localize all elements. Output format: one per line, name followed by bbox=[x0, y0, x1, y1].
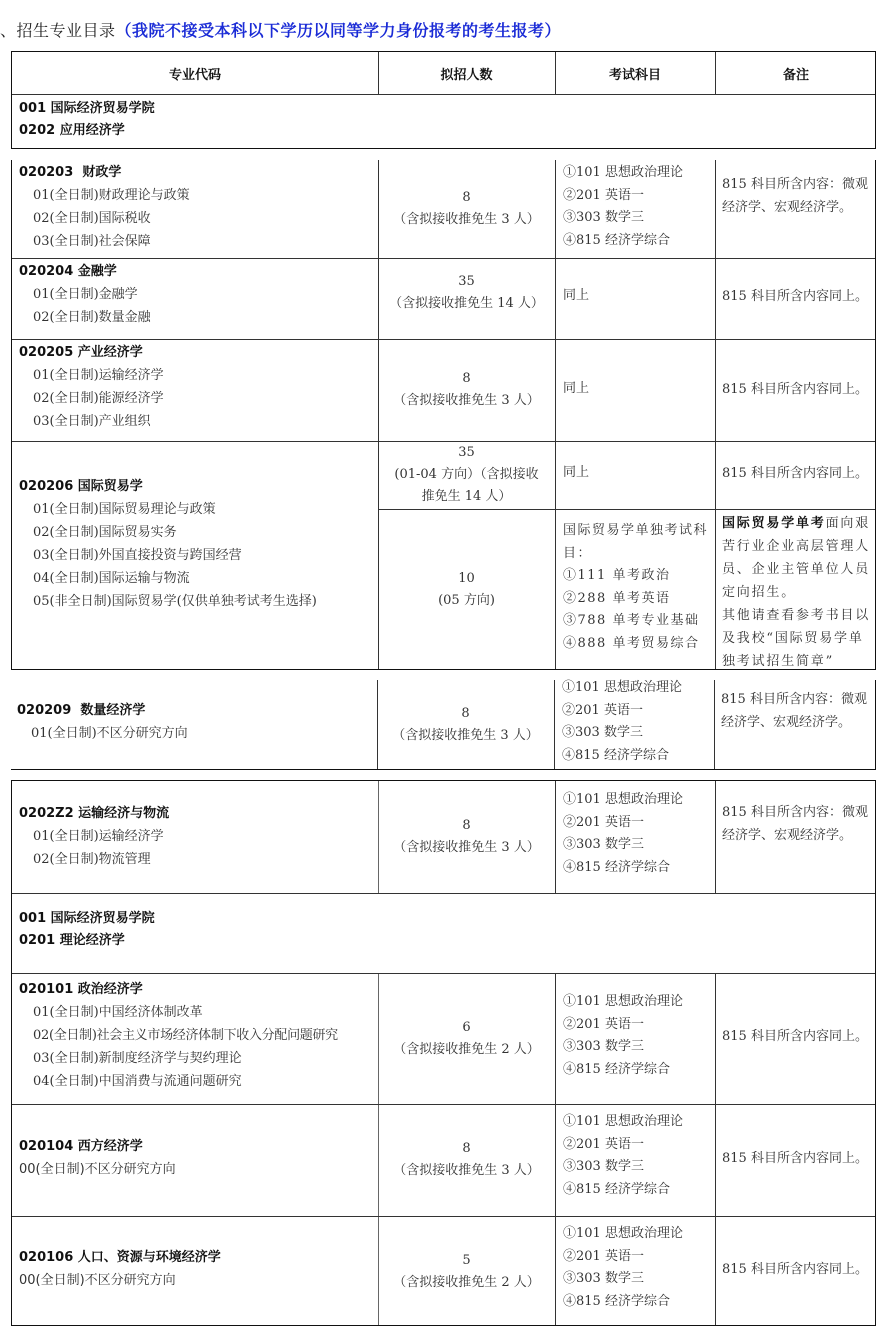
table-row bbox=[19, 1247, 374, 1292]
exam-subject: ①101 思想政治理论 bbox=[563, 994, 683, 1009]
enrollment-count: 8 bbox=[462, 371, 471, 386]
exam-subject: ①101 思想政治理论 bbox=[563, 1226, 683, 1241]
column-header-exam-subjects: 考试科目 bbox=[608, 67, 661, 83]
college-name: 001 国际经济贸易学院 bbox=[19, 101, 155, 116]
exam-subjects-cell: 同上 bbox=[563, 381, 590, 396]
exam-subject: ②201 英语一 bbox=[563, 814, 644, 830]
enrollment-count-cell bbox=[378, 160, 555, 258]
direction-item: 02(全日制)国际税收 bbox=[33, 211, 151, 226]
enrollment-count: 5 bbox=[462, 1252, 471, 1268]
enrollment-note: （含拟接收推免生 3 人） bbox=[393, 212, 540, 227]
direction-item: 04(全日制)中国消费与流通问题研究 bbox=[33, 1074, 242, 1089]
exam-subject: ②201 英语一 bbox=[563, 1136, 644, 1152]
exam-subject: ④815 经济学综合 bbox=[563, 232, 670, 248]
enrollment-count-cell bbox=[378, 509, 555, 670]
exam-subjects-cell bbox=[555, 789, 715, 879]
direction-item: 01(全日制)运输经济学 bbox=[33, 829, 164, 844]
direction-item: 02(全日制)国际贸易实务 bbox=[33, 525, 177, 540]
exam-subject: ③303 数学三 bbox=[563, 1039, 644, 1054]
direction-item: 02(全日制)物流管理 bbox=[33, 852, 151, 867]
exam-subjects-cell bbox=[555, 520, 715, 655]
exam-subject: ③303 数学三 bbox=[562, 725, 643, 740]
remark-rest: 面向艰苦行业企业高层管理人员、企业主管单位人员定向招生。 bbox=[722, 516, 871, 600]
college-name: 001 国际经济贸易学院 bbox=[19, 911, 155, 926]
direction-item: 03(全日制)产业组织 bbox=[33, 414, 151, 429]
exam-subject: ②201 英语一 bbox=[563, 1016, 644, 1032]
exam-subjects-cell bbox=[554, 677, 714, 767]
table-row bbox=[17, 700, 372, 745]
major-code-name: 020209 数量经济学 bbox=[17, 703, 146, 718]
exam-subject: ②201 英语一 bbox=[563, 187, 644, 203]
enrollment-count: 8 bbox=[462, 190, 471, 205]
remark-cell: 815 科目所含内容：微观经济学、宏观经济学。 bbox=[722, 805, 868, 843]
title-note: （我院不接受本科以下学历以同等学力身份报考的考生报考） bbox=[115, 21, 562, 40]
table-segment-header bbox=[11, 51, 876, 149]
major-code-name: 020205 产业经济学 bbox=[19, 345, 143, 360]
exam-subject: ④815 经济学综合 bbox=[563, 859, 670, 875]
discipline-name: 0202 应用经济学 bbox=[19, 123, 125, 138]
remark-cell: 815 科目所含内容同上。 bbox=[722, 1262, 868, 1277]
enrollment-note: （含拟接收推免生 3 人） bbox=[392, 728, 539, 743]
remark-bold: 国际贸易学单考 bbox=[722, 516, 826, 531]
column-header-major-code: 专业代码 bbox=[168, 67, 221, 83]
direction-item: 04(全日制)国际运输与物流 bbox=[33, 571, 190, 586]
major-code-name: 020204 金融学 bbox=[19, 264, 117, 279]
column-header-enrollment: 拟招人数 bbox=[440, 67, 493, 83]
direction-item: 03(全日制)外国直接投资与跨国经营 bbox=[33, 548, 242, 563]
enrollment-note: 推免生 14 人） bbox=[421, 489, 512, 504]
exam-subject: ④815 经济学综合 bbox=[563, 1061, 670, 1077]
table-segment-quant bbox=[11, 680, 876, 770]
direction-item: 00(全日制)不区分研究方向 bbox=[19, 1162, 176, 1177]
direction-item: 02(全日制)数量金融 bbox=[33, 310, 151, 325]
exam-subject: ④815 经济学综合 bbox=[562, 747, 669, 763]
enrollment-note: （含拟接收推免生 3 人） bbox=[393, 1163, 540, 1178]
discipline-name: 0201 理论经济学 bbox=[19, 933, 125, 948]
exam-subject: ④815 经济学综合 bbox=[563, 1181, 670, 1197]
section-heading bbox=[19, 908, 519, 952]
enrollment-note: （含拟接收推免生 2 人） bbox=[393, 1041, 540, 1057]
direction-item: 01(全日制)中国经济体制改革 bbox=[33, 1005, 203, 1020]
enrollment-count: 35 bbox=[458, 445, 475, 460]
exam-subjects-cell: 同上 bbox=[563, 288, 590, 303]
table-row bbox=[19, 342, 374, 433]
enrollment-count-cell bbox=[378, 973, 555, 1104]
enrollment-note: （含拟接收推免生 3 人） bbox=[393, 393, 540, 408]
exam-subjects-cell: 同上 bbox=[563, 465, 590, 480]
enrollment-note: （含拟接收推免生 14 人） bbox=[389, 296, 544, 311]
exam-subject: ③303 数学三 bbox=[563, 1159, 644, 1174]
remark-cell: 815 科目所含内容：微观经济学、宏观经济学。 bbox=[722, 177, 868, 215]
direction-item: 01(全日制)运输经济学 bbox=[33, 368, 164, 383]
enrollment-count-cell bbox=[378, 339, 555, 441]
page-title bbox=[0, 18, 561, 41]
remark-cell: 815 科目所含内容同上。 bbox=[722, 1151, 868, 1166]
exam-subjects-cell bbox=[555, 1111, 715, 1201]
exam-subjects-cell bbox=[555, 1223, 715, 1313]
enrollment-count-cell bbox=[378, 781, 555, 893]
enrollment-count-cell bbox=[378, 1104, 555, 1216]
enrollment-count: 8 bbox=[462, 1141, 471, 1156]
enrollment-count: 8 bbox=[461, 706, 470, 721]
section-heading bbox=[19, 98, 519, 142]
enrollment-count-cell bbox=[378, 441, 555, 509]
exam-subjects-cell bbox=[555, 162, 715, 252]
enrollment-count-cell bbox=[377, 680, 554, 770]
direction-item: 01(全日制)国际贸易理论与政策 bbox=[33, 502, 216, 517]
exam-subject: ①101 思想政治理论 bbox=[563, 165, 683, 180]
table-row bbox=[19, 261, 374, 329]
direction-item: 01(全日制)金融学 bbox=[33, 287, 138, 302]
title-prefix: 、招生专业目录 bbox=[0, 21, 116, 40]
major-code-name: 020104 西方经济学 bbox=[19, 1139, 143, 1154]
major-code-name: 0202Z2 运输经济与物流 bbox=[19, 806, 170, 821]
remark-text: 其他请查看参考书目以及我校“国际贸易学单独考试招生简章” bbox=[722, 608, 871, 669]
exam-subject: ④888 单考贸易综合 bbox=[563, 635, 700, 651]
direction-item: 02(全日制)社会主义市场经济体制下收入分配问题研究 bbox=[33, 1028, 338, 1043]
major-code-name: 020106 人口、资源与环境经济学 bbox=[19, 1250, 221, 1265]
exam-subject: ①101 思想政治理论 bbox=[562, 680, 682, 695]
remark-cell: 815 科目所含内容：微观经济学、宏观经济学。 bbox=[721, 692, 867, 730]
remark-cell: 815 科目所含内容同上。 bbox=[722, 289, 868, 304]
remark-cell: 815 科目所含内容同上。 bbox=[722, 466, 868, 481]
direction-item: 01(全日制)不区分研究方向 bbox=[31, 726, 188, 741]
table-row bbox=[19, 162, 374, 253]
exam-subject: ①111 单考政治 bbox=[563, 568, 671, 583]
table-row bbox=[19, 1136, 374, 1181]
remark-text bbox=[722, 512, 871, 604]
enrollment-count: 35 bbox=[458, 274, 475, 289]
enrollment-note: (01-04 方向）（含拟接收 bbox=[394, 467, 539, 482]
exam-subject: ③303 数学三 bbox=[563, 210, 644, 225]
direction-item: 01(全日制)财政理论与政策 bbox=[33, 188, 190, 203]
remark-cell: 815 科目所含内容同上。 bbox=[722, 382, 868, 397]
enrollment-note: （含拟接收推免生 2 人） bbox=[393, 1274, 540, 1290]
remark-cell bbox=[715, 512, 877, 673]
exam-subject: ④815 经济学综合 bbox=[563, 1293, 670, 1309]
exam-subject: ②201 英语一 bbox=[563, 1248, 644, 1264]
exam-subject: ②201 英语一 bbox=[562, 702, 643, 718]
major-code-name: 020203 财政学 bbox=[19, 165, 122, 180]
exam-subject: ①101 思想政治理论 bbox=[563, 1114, 683, 1129]
enrollment-count-cell bbox=[378, 258, 555, 328]
major-code-name: 020206 国际贸易学 bbox=[19, 479, 143, 494]
major-code-name: 020101 政治经济学 bbox=[19, 982, 143, 997]
column-header-remarks: 备注 bbox=[782, 67, 809, 83]
enrollment-count: 6 bbox=[462, 1019, 471, 1035]
enrollment-note: （含拟接收推免生 3 人） bbox=[393, 840, 540, 855]
exam-subjects-title: 目： bbox=[563, 545, 593, 561]
table-row bbox=[19, 979, 379, 1093]
exam-subject: ①101 思想政治理论 bbox=[563, 792, 683, 807]
exam-subjects-title: 国际贸易学单独考试科 bbox=[563, 523, 709, 538]
remark-cell: 815 科目所含内容同上。 bbox=[722, 1029, 868, 1044]
enrollment-note: (05 方向) bbox=[438, 592, 495, 608]
direction-item: 02(全日制)能源经济学 bbox=[33, 391, 164, 406]
exam-subjects-cell bbox=[555, 991, 715, 1081]
table-row bbox=[19, 476, 374, 613]
exam-subject: ③303 数学三 bbox=[563, 1271, 644, 1286]
direction-item: 00(全日制)不区分研究方向 bbox=[19, 1273, 176, 1288]
direction-item: 03(全日制)社会保障 bbox=[33, 234, 151, 249]
table-segment-main bbox=[11, 160, 876, 670]
exam-subject: ③303 数学三 bbox=[563, 837, 644, 852]
table-row bbox=[19, 803, 374, 871]
direction-item: 03(全日制)新制度经济学与契约理论 bbox=[33, 1051, 242, 1066]
direction-item: 05(非全日制)国际贸易学(仅供单独考试考生选择) bbox=[33, 594, 317, 609]
enrollment-count: 10 bbox=[458, 570, 475, 586]
exam-subject: ③788 单考专业基础 bbox=[563, 613, 700, 628]
enrollment-count: 8 bbox=[462, 818, 471, 833]
table-segment-lower bbox=[11, 780, 876, 1326]
exam-subject: ②288 单考英语 bbox=[563, 590, 671, 606]
enrollment-count-cell bbox=[378, 1216, 555, 1327]
